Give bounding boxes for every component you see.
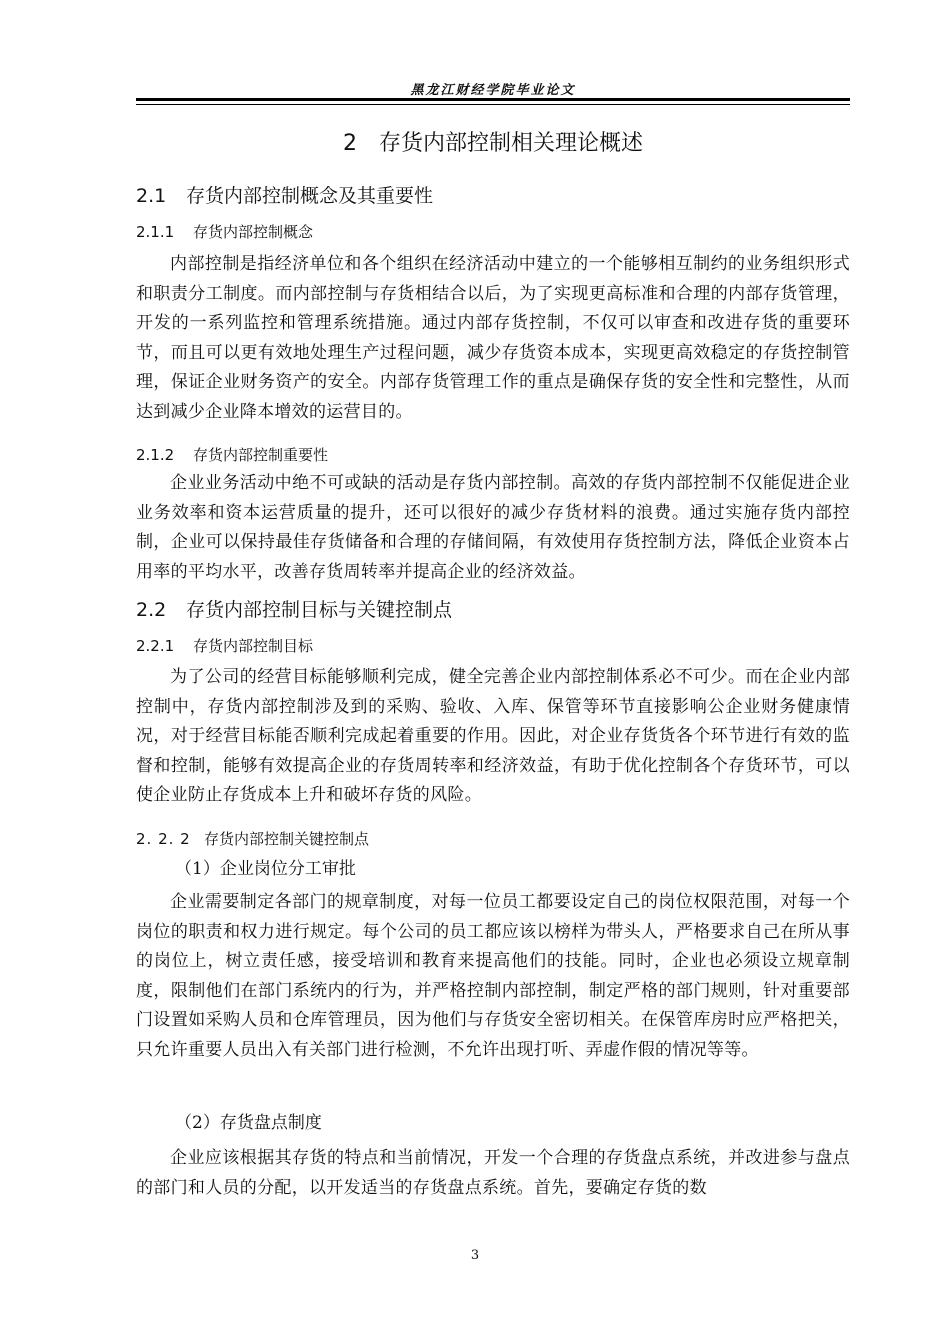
subsection-title: 存货内部控制概念	[193, 223, 314, 241]
subsection-number: 2. 2. 2	[136, 830, 191, 848]
list-item-2: （2）存货盘点制度	[175, 1113, 322, 1133]
section-number: 2.2	[136, 599, 167, 621]
chapter-title-text: 存货内部控制相关理论概述	[378, 131, 643, 156]
paragraph-job-separation: 企业需要制定各部门的规章制度，对每一位员工都要设定自己的岗位权限范围，对每一个岗位的职责和权力进行规定。每个公司的员工都应该以榜样为带头人，严格要求自己在所从事的岗位上，树立责任感，接受培训和教育来提高他们的技能。同时，企业也必须设立规章制度，限制他们在部门系统内的行为，并严格控制内部控制，制定严格的部门规则，针对重要部门设置如采购人员和仓库管理员，因为他们与存货安全密切相关。在保管库房时应严格把关，只允许重要人员出入有关部门进行检测，不允许出现打听、弄虚作假的情况等等。	[136, 892, 850, 1060]
subsection-heading-2-1-1	[136, 221, 313, 243]
page-number: 3	[470, 1248, 480, 1263]
chapter-title	[136, 128, 850, 160]
subsection-heading-2-1-2	[136, 444, 328, 466]
subsection-number: 2.2.1	[136, 637, 175, 655]
list-item-1: （1）企业岗位分工审批	[175, 859, 356, 879]
paragraph-control-importance: 企业业务活动中绝不可或缺的活动是存货内部控制。高效的存货内部控制不仅能促进企业业务效率和资本运营质量的提升，还可以很好的减少存货材料的浪费。通过实施存货内部控制，企业可以保持最佳存货储备和合理的存储间隔，有效使用存货控制方法，降低企业资本占用率的平均水平，改善存货周转率并提高企业的经济效益。	[136, 473, 850, 582]
paragraph-control-objectives: 为了公司的经营目标能够顺利完成，健全完善企业内部控制体系必不可少。而在企业内部控制中，存货内部控制涉及到的采购、验收、入库、保管等环节直接影响公企业财务健康情况，对于经营目标能否顺利完成起着重要的作用。因此，对企业存货货各个环节进行有效的监督和控制，能够有效提高企业的存货周转率和经济效益，有助于优化控制各个存货环节，可以使企业防止存货成本上升和破坏存货的风险。	[136, 667, 850, 805]
subsection-title: 存货内部控制重要性	[193, 446, 329, 464]
subsection-title: 存货内部控制目标	[193, 637, 314, 655]
section-number: 2.1	[136, 185, 167, 207]
section-heading-2-1	[136, 182, 433, 210]
subsection-number: 2.1.2	[136, 446, 175, 464]
subsection-heading-2-2-2	[136, 828, 369, 850]
paragraph-control-concept: 内部控制是指经济单位和各个组织在经济活动中建立的一个能够相互制约的业务组织形式和职责分工制度。而内部控制与存货相结合以后，为了实现更高标准和合理的内部存货管理，开发的一系列监控和管理系统措施。通过内部存货控制，不仅可以审查和改进存货的重要环节，而且可以更有效地处理生产过程问题，减少存货资本成本，实现更高效稳定的存货控制管理，保证企业财务资产的安全。内部存货管理工作的重点是确保存货的安全性和完整性，从而达到减少企业降本增效的运营目的。	[136, 254, 850, 422]
section-heading-2-2	[136, 596, 452, 624]
subsection-title: 存货内部控制关键控制点	[204, 830, 370, 848]
running-header: 黑龙江财经学院毕业论文	[410, 83, 576, 98]
header-rule-thick	[136, 98, 850, 101]
header-rule-thin	[136, 104, 850, 105]
section-title: 存货内部控制概念及其重要性	[186, 185, 434, 207]
subsection-number: 2.1.1	[136, 223, 175, 241]
section-title: 存货内部控制目标与关键控制点	[186, 599, 453, 621]
subsection-heading-2-2-1	[136, 635, 313, 657]
chapter-number: 2	[342, 131, 357, 156]
paragraph-inventory-count: 企业应该根据其存货的特点和当前情况，开发一个合理的存货盘点系统，并改进参与盘点的部门和人员的分配，以开发适当的存货盘点系统。首先，要确定存货的数	[136, 1148, 850, 1198]
